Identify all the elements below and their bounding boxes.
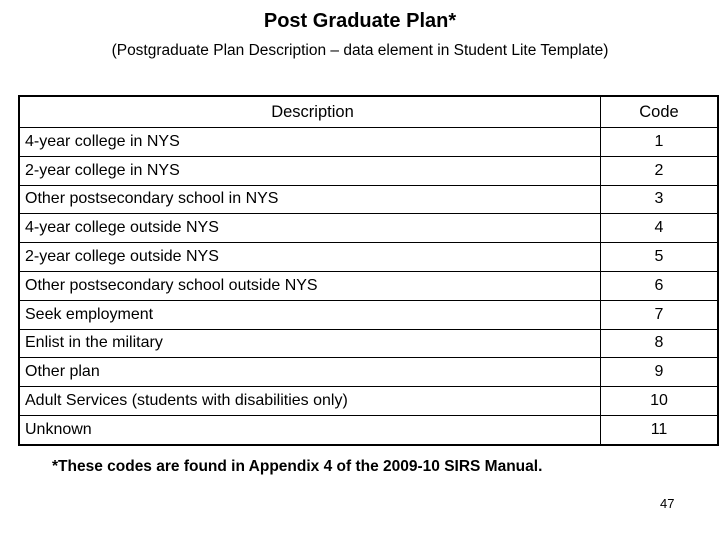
row-code: 1 bbox=[601, 128, 719, 157]
footnote: *These codes are found in Appendix 4 of the 2009-10 SIRS Manual. bbox=[52, 458, 543, 475]
row-description: Adult Services (students with disabilities only) bbox=[19, 387, 601, 416]
table-row bbox=[19, 185, 718, 214]
row-code: 4 bbox=[601, 214, 719, 243]
table-row bbox=[19, 271, 718, 300]
table-row bbox=[19, 387, 718, 416]
row-description: 4-year college in NYS bbox=[19, 128, 601, 157]
table-row bbox=[19, 329, 718, 358]
table-row bbox=[19, 358, 718, 387]
row-code: 7 bbox=[601, 300, 719, 329]
table-row bbox=[19, 128, 718, 157]
row-description: 2-year college in NYS bbox=[19, 156, 601, 185]
page-subtitle: (Postgraduate Plan Description – data element in Student Lite Template) bbox=[111, 42, 609, 59]
page-number: 47 bbox=[660, 496, 675, 511]
row-code: 11 bbox=[601, 415, 719, 444]
plan-codes-table bbox=[18, 95, 719, 446]
row-code: 6 bbox=[601, 271, 719, 300]
table-row bbox=[19, 214, 718, 243]
page-title: Post Graduate Plan* bbox=[263, 10, 457, 32]
table-header-row bbox=[19, 96, 718, 128]
row-description: Unknown bbox=[19, 415, 601, 444]
table-row bbox=[19, 156, 718, 185]
row-description: Other plan bbox=[19, 358, 601, 387]
row-code: 3 bbox=[601, 185, 719, 214]
row-code: 2 bbox=[601, 156, 719, 185]
row-description: Seek employment bbox=[19, 300, 601, 329]
row-code: 10 bbox=[601, 387, 719, 416]
row-description: Enlist in the military bbox=[19, 329, 601, 358]
row-description: Other postsecondary school in NYS bbox=[19, 185, 601, 214]
table-row bbox=[19, 300, 718, 329]
row-code: 5 bbox=[601, 243, 719, 272]
row-code: 8 bbox=[601, 329, 719, 358]
row-description: 4-year college outside NYS bbox=[19, 214, 601, 243]
header-description: Description bbox=[19, 96, 601, 128]
header-code: Code bbox=[601, 96, 719, 128]
table-row bbox=[19, 415, 718, 444]
row-description: Other postsecondary school outside NYS bbox=[19, 271, 601, 300]
table-row bbox=[19, 243, 718, 272]
row-code: 9 bbox=[601, 358, 719, 387]
row-description: 2-year college outside NYS bbox=[19, 243, 601, 272]
